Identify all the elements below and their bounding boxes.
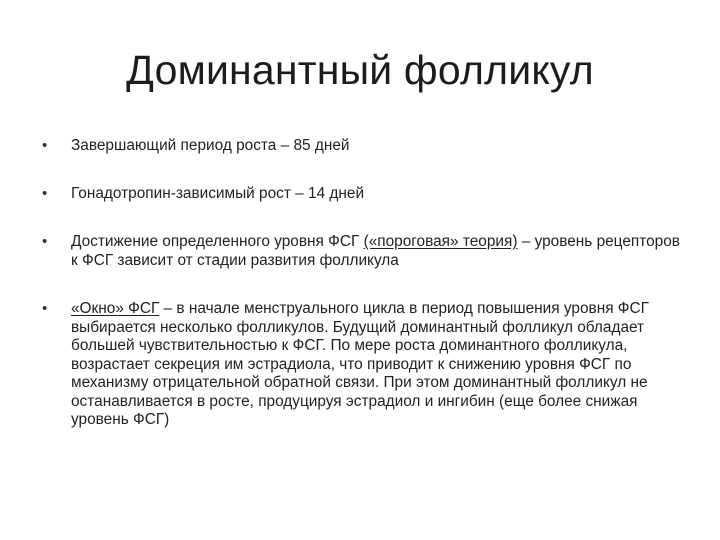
bullet-marker: • <box>42 233 48 250</box>
fsh-window-link[interactable]: «Окно» ФСГ <box>71 300 160 317</box>
bullet-text <box>71 185 681 204</box>
bullet-marker: • <box>42 300 48 317</box>
bullet-text-content: Гонадотропин-зависимый рост – 14 дней <box>71 185 365 202</box>
bullet-text <box>71 300 681 430</box>
bullet-text <box>71 137 681 156</box>
bullet-marker: • <box>42 185 48 202</box>
bullet-marker: • <box>42 137 48 154</box>
bullet-text <box>71 233 681 270</box>
bullet-text-after: – уровень рецепторов к ФСГ зависит от стадии развития фолликула <box>71 233 680 269</box>
threshold-theory-link[interactable]: («пороговая» теория) <box>363 233 518 250</box>
bullet-text-before: Достижение определенного уровня ФСГ <box>71 233 364 250</box>
bullet-text-content: Завершающий период роста – 85 дней <box>71 137 350 154</box>
bullet-text-after: – в начале менструального цикла в период повышения уровня ФСГ выбирается несколько фолликулов. Будущий доминантный фолликул обладает большей чувствительностью к ФСГ. По мере роста доминантного фолликула, возрастает секреция им эстрадиола, что приводит к снижению уровня ФСГ по механизму отрицательной обратной связи. При этом доминантный фолликул не останавливается в росте, продуцируя эстрадиол и ингибин (еще более снижая уровень ФСГ) <box>71 300 649 428</box>
slide-title: Доминантный фолликул <box>126 47 594 93</box>
